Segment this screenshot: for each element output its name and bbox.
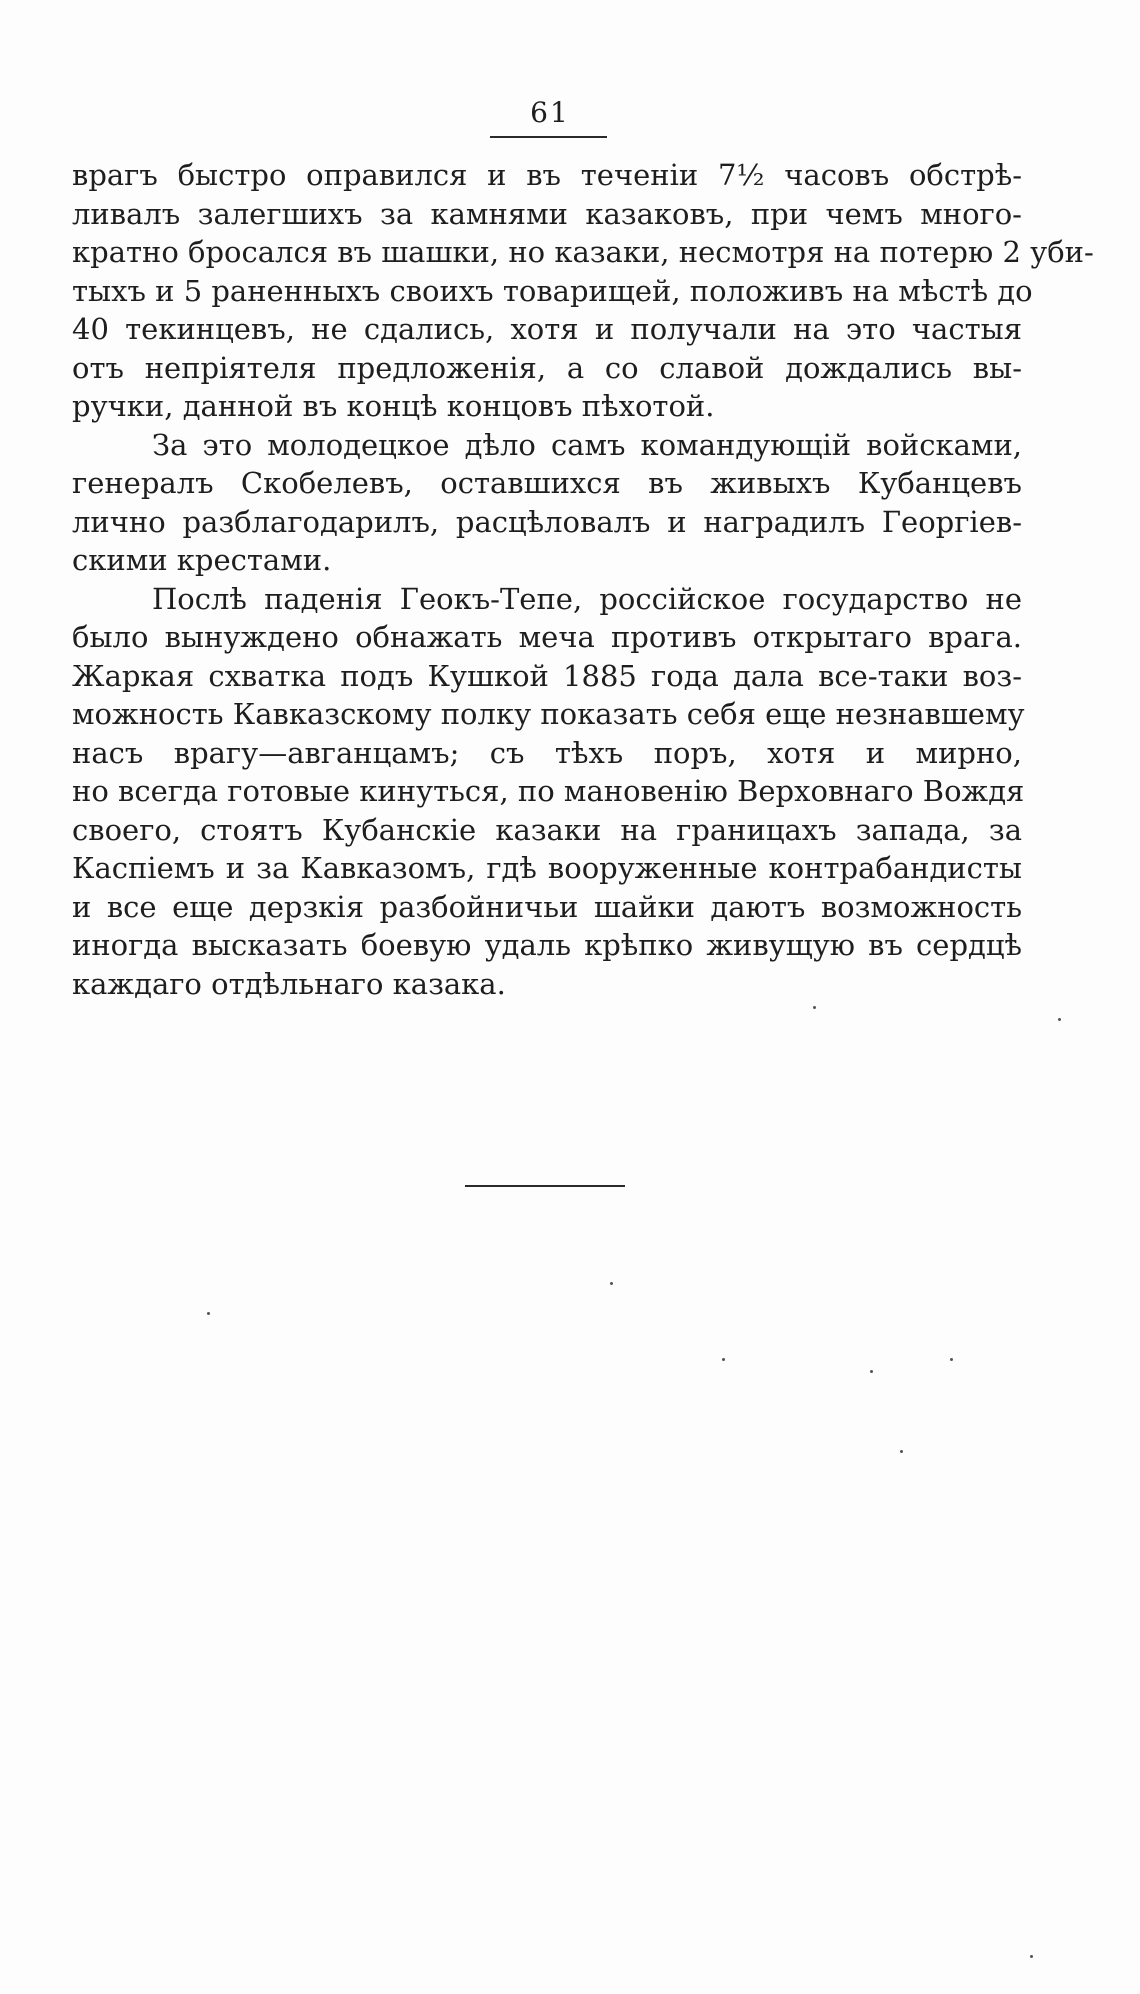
paragraph-line: и все еще дерзкія разбойничьи шайки даютъ возможность [72, 889, 1022, 924]
print-speck [207, 1312, 210, 1315]
page-number-rule [490, 136, 607, 138]
paragraph-2 [72, 426, 1022, 580]
end-rule [465, 1185, 625, 1187]
page-number: 61 [530, 96, 570, 129]
paragraph-line: лично разблагодарилъ, расцѣловалъ и наградилъ Георгіев- [72, 504, 1022, 539]
paragraph-line: Каспіемъ и за Кавказомъ, гдѣ вооруженные контрабандисты [72, 851, 1022, 885]
paragraph-line: своего, стоятъ Кубанскіе казаки на границахъ запада, за [72, 812, 1022, 847]
paragraph-line: скими крестами. [72, 543, 332, 577]
paragraph-line: генералъ Скобелевъ, оставшихся въ живыхъ Кубанцевъ [72, 466, 1022, 500]
print-speck [1058, 1018, 1061, 1021]
paragraph-line: 40 текинцевъ, не сдались, хотя и получали на это частыя [72, 312, 1022, 346]
paragraph-line: ливалъ залегшихъ за камнями казаковъ, при чемъ много- [72, 196, 1022, 231]
paragraph-line: За это молодецкое дѣло самъ командующій войсками, [152, 427, 1022, 462]
paragraph-3 [72, 580, 1025, 1004]
paragraph-line: было вынуждено обнажать меча противъ открытаго врага. [72, 620, 1022, 654]
paragraph-line: отъ непріятеля предложенія, а со славой дождались вы- [72, 350, 1022, 385]
paragraph-line: каждаго отдѣльнаго казака. [72, 966, 506, 1001]
print-speck [870, 1370, 873, 1373]
paragraph-line: можность Кавказскому полку показать себя еще незнавшему [72, 697, 1025, 731]
paragraph-line: тыхъ и 5 раненныхъ своихъ товарищей, положивъ на мѣстѣ до [72, 273, 1033, 308]
paragraph-line: ручки, данной въ концѣ концовъ пѣхотой. [72, 389, 715, 423]
body-text [72, 156, 1094, 1003]
print-speck [813, 1006, 816, 1009]
print-speck [722, 1358, 725, 1361]
paragraph-1 [72, 156, 1094, 426]
paragraph-line: врагъ быстро оправился и въ теченіи 7½ часовъ обстрѣ- [72, 158, 1022, 192]
print-speck [610, 1282, 613, 1285]
paragraph-line: Послѣ паденія Геокъ-Тепе, россійское государство не [152, 581, 1022, 616]
paragraph-line: Жаркая схватка подъ Кушкой 1885 года дала все-таки воз- [72, 658, 1022, 693]
print-speck [900, 1450, 903, 1453]
paragraph-line: кратно бросался въ шашки, но казаки, несмотря на потерю 2 уби- [72, 235, 1094, 269]
print-speck [950, 1358, 953, 1361]
paragraph-line: но всегда готовые кинуться, по мановенію Верховнаго Вождя [72, 774, 1025, 808]
paragraph-line: иногда высказать боевую удаль крѣпко живущую въ сердцѣ [72, 928, 1022, 962]
paragraph-line: насъ врагу—авганцамъ; съ тѣхъ поръ, хотя и мирно, [72, 735, 1022, 770]
print-speck [1030, 1955, 1033, 1958]
